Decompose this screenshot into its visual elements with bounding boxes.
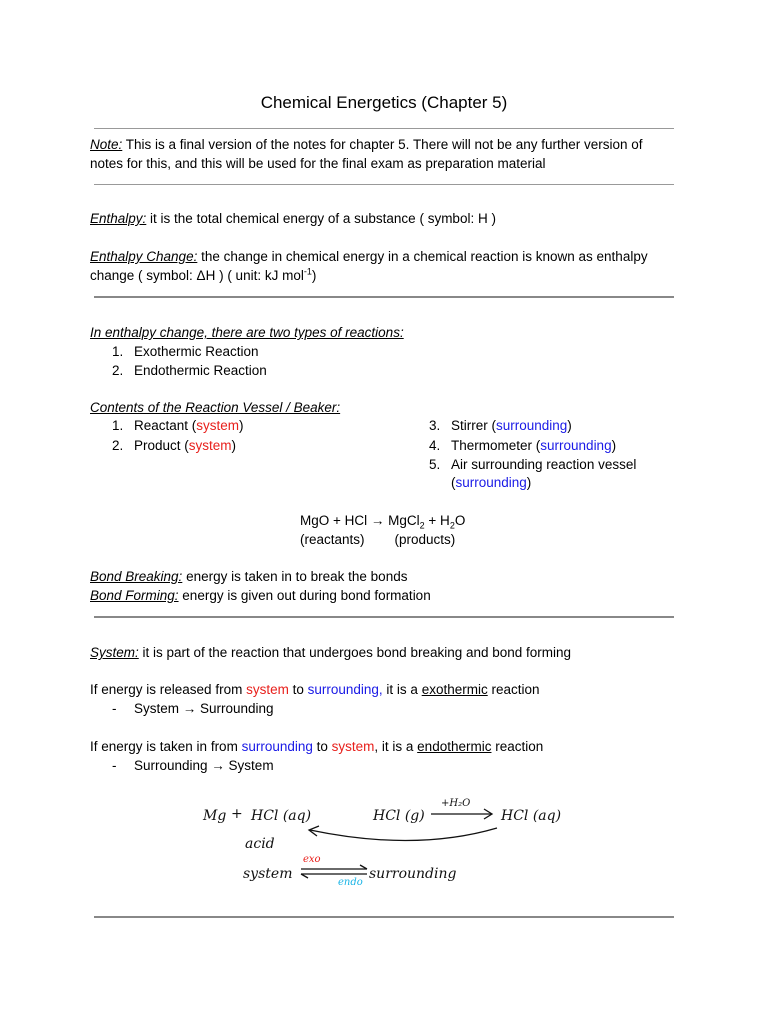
bond-breaking-label: Bond Breaking: xyxy=(90,569,183,584)
list-item xyxy=(429,455,636,474)
surrounding-tag: surrounding xyxy=(540,438,612,453)
paren: ) xyxy=(567,418,572,433)
exothermic-statement xyxy=(90,680,540,699)
divider xyxy=(94,184,674,185)
hand-mg: Mg xyxy=(203,808,227,824)
exothermic-keyword: exothermic xyxy=(421,682,488,697)
list-number: 1. xyxy=(112,418,124,433)
hand-hcl-aq: HCl (aq) xyxy=(251,808,312,824)
reactants-label: (reactants) xyxy=(300,532,365,547)
surrounding-word: surrounding, xyxy=(307,682,383,697)
enthalpy-change-definition xyxy=(90,247,648,266)
list-item xyxy=(112,361,267,380)
vessel-heading: Contents of the Reaction Vessel / Beaker: xyxy=(90,400,341,415)
list-item xyxy=(112,342,259,361)
divider xyxy=(94,128,674,129)
endo-flow-text: Surrounding → System xyxy=(134,758,274,773)
endothermic-keyword: endothermic xyxy=(417,739,492,754)
equation-labels xyxy=(300,530,455,549)
note-paragraph xyxy=(90,135,643,154)
surrounding-tag: surrounding xyxy=(455,475,527,490)
bond-breaking-text: energy is taken in to break the bonds xyxy=(182,569,408,584)
list-item xyxy=(112,416,244,435)
enthalpy-change-close: ) xyxy=(311,268,317,283)
system-word: system xyxy=(246,682,289,697)
enthalpy-definition xyxy=(90,209,496,228)
system-tag: system xyxy=(188,438,232,453)
text: to xyxy=(312,739,332,754)
system-tag: system xyxy=(196,418,240,433)
list-item-label: Endothermic Reaction xyxy=(134,363,267,378)
page-title: Chemical Energetics (Chapter 5) xyxy=(260,93,508,112)
exo-flow-bullet xyxy=(112,699,274,718)
hand-plus: + xyxy=(231,806,243,822)
list-item xyxy=(429,416,572,435)
enthalpy-change-unit-text: change ( symbol: ΔH ) ( unit: kJ mol xyxy=(90,268,304,283)
bond-forming-text: energy is given out during bond formation xyxy=(178,588,431,603)
text: , it is a xyxy=(374,739,418,754)
endothermic-statement xyxy=(90,737,543,756)
list-item-label: Stirrer ( xyxy=(451,418,496,433)
enthalpy-change-label: Enthalpy Change: xyxy=(90,249,198,264)
list-item-label: Reactant ( xyxy=(134,418,197,433)
text: it is a xyxy=(382,682,422,697)
list-number: 2. xyxy=(112,363,124,378)
list-item xyxy=(112,436,236,455)
hand-hcl-g: HCl (g) xyxy=(373,808,425,824)
list-item-label: Thermometer ( xyxy=(451,438,541,453)
list-item-continuation xyxy=(451,473,531,492)
paren: ) xyxy=(526,475,532,490)
bond-forming-label: Bond Forming: xyxy=(90,588,179,603)
divider xyxy=(94,616,674,618)
subscript: 2 xyxy=(449,520,455,531)
text: to xyxy=(288,682,308,697)
paren: ) xyxy=(239,418,244,433)
text: reaction xyxy=(487,682,540,697)
subscript: 2 xyxy=(419,520,425,531)
hand-h2o: +H₂O xyxy=(441,798,471,809)
chemical-equation xyxy=(300,511,465,530)
paren: ) xyxy=(611,438,617,453)
endo-flow-bullet xyxy=(112,756,274,775)
equation-part: + H xyxy=(424,513,450,528)
hand-system: system xyxy=(243,866,293,882)
text: If energy is taken in from xyxy=(90,739,242,754)
list-item-label: Exothermic Reaction xyxy=(134,344,259,359)
unit-superscript: -1 xyxy=(303,266,312,277)
bond-breaking-definition xyxy=(90,567,407,586)
enthalpy-change-line-2 xyxy=(90,266,316,285)
paren: ) xyxy=(231,438,237,453)
surrounding-word: surrounding xyxy=(241,739,313,754)
list-number: 2. xyxy=(112,438,124,453)
bullet-dash: - xyxy=(112,758,117,773)
note-line-2: notes for this, and this will be used for the final exam as preparation material xyxy=(90,156,546,171)
surrounding-tag: surrounding xyxy=(496,418,568,433)
note-label: Note: xyxy=(90,137,123,152)
curved-arrow xyxy=(310,828,497,841)
products-label: (products) xyxy=(394,532,456,547)
list-item-label: Product ( xyxy=(134,438,189,453)
hand-hcl-aq-2: HCl (aq) xyxy=(501,808,562,824)
enthalpy-label: Enthalpy: xyxy=(90,211,147,226)
list-item xyxy=(429,436,616,455)
system-definition xyxy=(90,643,571,662)
enthalpy-change-line-1: the change in chemical energy in a chemical reaction is known as enthalpy xyxy=(197,249,648,264)
system-label: System: xyxy=(90,645,139,660)
hand-exo: exo xyxy=(303,854,321,865)
paren: ( xyxy=(451,475,456,490)
reaction-types-heading: In enthalpy change, there are two types of reactions: xyxy=(90,325,404,340)
divider xyxy=(94,296,674,298)
bullet-dash: - xyxy=(112,701,117,716)
list-number: 5. xyxy=(429,457,441,472)
hand-surrounding: surrounding xyxy=(369,866,457,882)
hand-acid: acid xyxy=(245,836,275,852)
hand-endo: endo xyxy=(338,877,363,888)
system-text: it is part of the reaction that undergoes bond breaking and bond forming xyxy=(138,645,572,660)
list-number: 1. xyxy=(112,344,124,359)
divider xyxy=(94,916,674,918)
text: If energy is released from xyxy=(90,682,247,697)
list-number: 4. xyxy=(429,438,441,453)
note-line-1: This is a final version of the notes for chapter 5. There will not be any further version of xyxy=(122,137,643,152)
text: reaction xyxy=(491,739,544,754)
enthalpy-text: it is the total chemical energy of a substance ( symbol: H ) xyxy=(146,211,496,226)
equation-part: O xyxy=(454,513,466,528)
list-number: 3. xyxy=(429,418,441,433)
handwritten-diagram xyxy=(195,792,585,892)
bond-forming-definition xyxy=(90,586,431,605)
exo-flow-text: System → Surrounding xyxy=(134,701,274,716)
list-item-label: Air surrounding reaction vessel xyxy=(451,457,637,472)
system-word: system xyxy=(331,739,375,754)
equation-part: MgO + HCl → MgCl xyxy=(300,513,420,528)
